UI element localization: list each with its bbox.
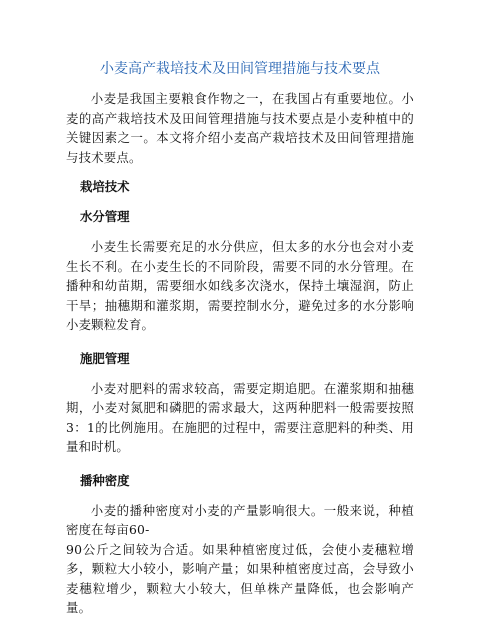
document-title: 小麦高产栽培技术及田间管理措施与技术要点 [100, 61, 380, 77]
subheading-fertilizer: 施肥管理 [80, 350, 130, 366]
subheading-density: 播种密度 [80, 472, 130, 488]
density-paragraph-line1: 小麦的播种密度对小麦的产量影响很大。一般来说，种植密度在每亩60- [66, 502, 414, 537]
density-paragraph-line2: 90公斤之间较为合适。如果种植密度过低，会使小麦穗粒增多，颗粒大小较小，影响产量；如果种植密度过高，会导致小麦穗粒增少，颗粒大小较大，但单株产量降低，也会影响产量。 [66, 541, 414, 615]
section-heading-cultivation: 栽培技术 [80, 179, 130, 194]
intro-paragraph: 小麦是我国主要粮食作物之一，在我国占有重要地位。小麦的高产栽培技术及田间管理措施与技术要点是小麦种植中的关键因素之一。本文将介绍小麦高产栽培技术及田间管理措施与技术要点。 [66, 91, 414, 165]
water-paragraph: 小麦生长需要充足的水分供应，但太多的水分也会对小麦生长不利。在小麦生长的不同阶段，需要不同的水分管理。在播种和幼苗期，需要细水如线多次浇水，保持土壤湿润，防止干旱；抽穗期和灌浆期，需要控制水分，避免过多的水分影响小麦颗粒发育。 [66, 239, 414, 332]
fertilizer-paragraph: 小麦对肥料的需求较高，需要定期追肥。在灌浆期和抽穗期，小麦对氮肥和磷肥的需求最大，这两种肥料一般需要按照3：1的比例施用。在施肥的过程中，需要注意肥料的种类、用量和时机。 [66, 380, 414, 454]
subheading-water: 水分管理 [80, 209, 130, 224]
